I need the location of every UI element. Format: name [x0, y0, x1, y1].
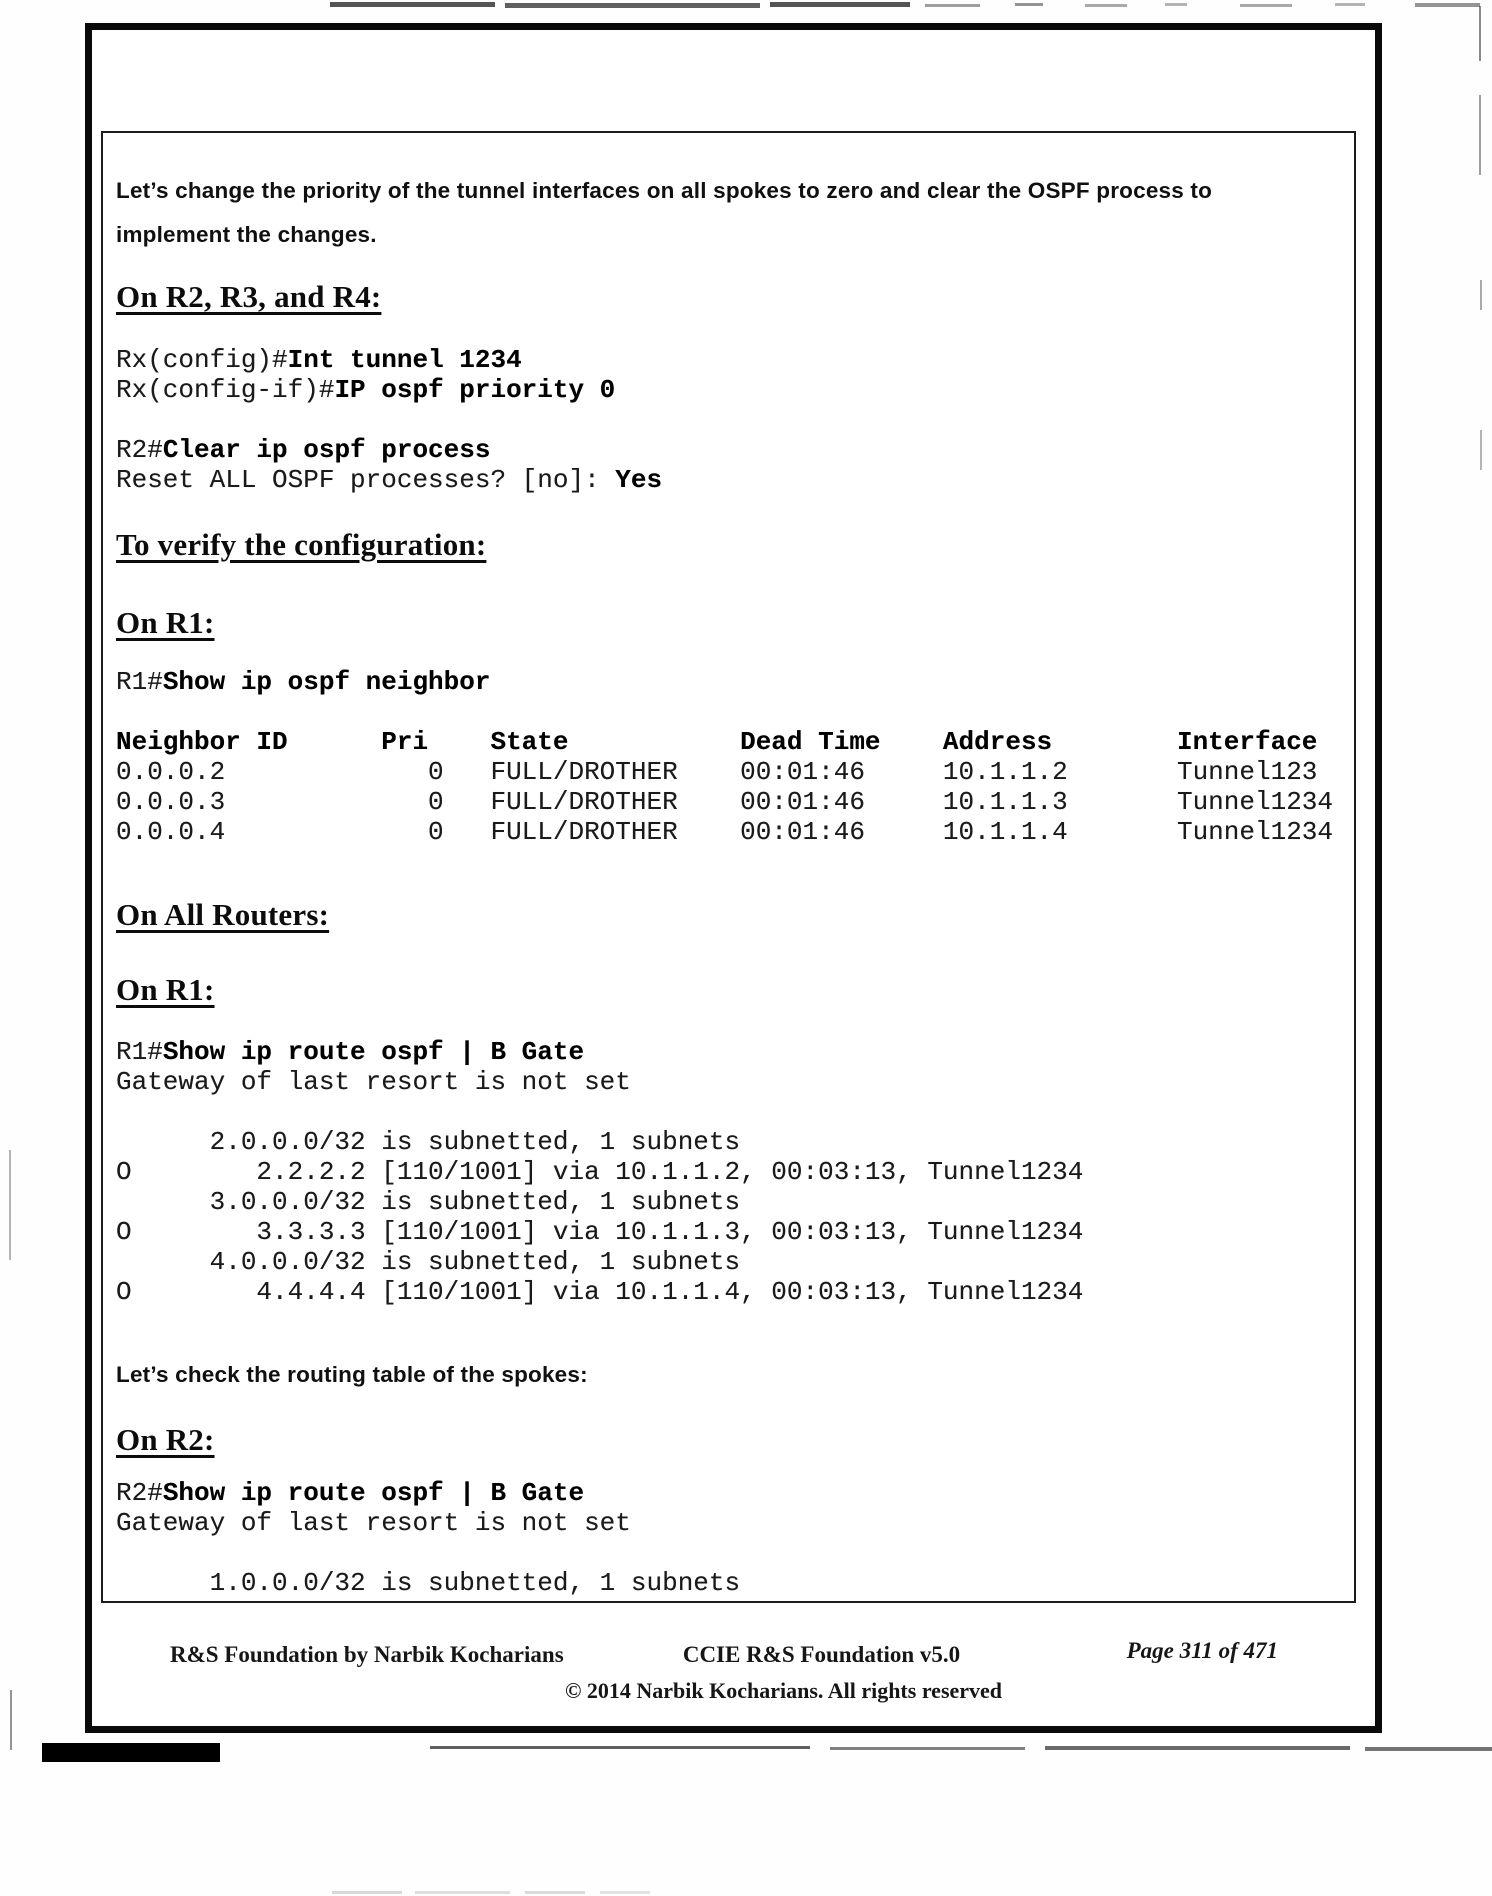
console-block: [116, 1478, 1344, 1598]
console-output-text: Gateway of last resort is not set: [116, 1508, 631, 1538]
scan-artifact: [10, 1690, 12, 1750]
console-output-text: Reset ALL OSPF processes? [no]:: [116, 465, 616, 495]
scan-artifact: [1240, 4, 1292, 7]
footer-edition: CCIE R&S Foundation v5.0: [682, 1642, 961, 1667]
console-block: [116, 667, 1344, 847]
console-command-text: Yes: [615, 465, 663, 495]
console-output-text: R1#: [116, 667, 163, 697]
scan-artifact: [1015, 3, 1043, 6]
console-command-text: IP ospf priority 0: [334, 375, 616, 405]
console-line: [116, 1127, 1344, 1157]
console-line: [116, 1478, 1344, 1508]
content-box: [101, 131, 1356, 1603]
page-footer: [85, 1640, 1382, 1720]
console-line: [116, 405, 1344, 435]
console-command-text: Int tunnel 1234: [287, 345, 522, 375]
console-line: [116, 1217, 1344, 1247]
scan-artifact: [1480, 430, 1482, 470]
footer-page-number: Page 311 of 471: [1126, 1638, 1278, 1663]
scan-artifact: [525, 1891, 585, 1894]
scan-artifact: [1165, 3, 1187, 6]
section-heading: On All Routers:: [116, 897, 330, 932]
console-output-text: 3.0.0.0/32 is subnetted, 1 subnets: [116, 1187, 741, 1217]
scan-artifact: [1085, 4, 1127, 7]
scan-artifact: [330, 2, 495, 7]
section-heading: To verify the configuration:: [116, 527, 487, 562]
console-line: [116, 1247, 1344, 1277]
console-command-text: Clear ip ospf process: [162, 435, 491, 465]
console-command-text: Show ip ospf neighbor: [162, 667, 491, 697]
footer-book-title: R&S Foundation by Narbik Kocharians: [170, 1642, 564, 1667]
scan-artifact: [830, 1747, 1025, 1750]
console-line: [116, 1037, 1344, 1067]
scan-artifact: [415, 1891, 510, 1894]
console-line: [116, 1097, 1344, 1127]
console-output-text: Rx(config-if)#: [116, 375, 335, 405]
console-block: [116, 1037, 1344, 1307]
scan-artifact: [1045, 1746, 1350, 1750]
console-command-text: Show ip route ospf | B Gate: [162, 1037, 585, 1067]
console-output-text: R2#: [116, 435, 163, 465]
scan-artifact: [430, 1746, 810, 1749]
body-paragraph: [116, 169, 1344, 257]
scan-artifact: [1335, 3, 1365, 6]
console-line: [116, 345, 1344, 375]
paragraph-line: implement the changes.: [116, 222, 377, 247]
scan-artifact: [332, 1891, 402, 1894]
console-line: [116, 817, 1344, 847]
console-line: [116, 1157, 1344, 1187]
console-line: [116, 1187, 1344, 1217]
scan-artifact: [1415, 3, 1480, 7]
console-output-text: O 4.4.4.4 [110/1001] via 10.1.1.4, 00:03:13, Tunnel1234: [116, 1277, 1084, 1307]
scan-artifact: [925, 4, 980, 7]
console-output-text: O 3.3.3.3 [110/1001] via 10.1.1.3, 00:03:13, Tunnel1234: [116, 1217, 1084, 1247]
console-command-text: Show ip route ospf | B Gate: [162, 1478, 585, 1508]
console-output-text: Gateway of last resort is not set: [116, 1067, 631, 1097]
console-block: [116, 345, 1344, 495]
console-output-text: 0.0.0.2 0 FULL/DROTHER 00:01:46 10.1.1.2 Tunnel123: [116, 757, 1318, 787]
console-line: [116, 1568, 1344, 1598]
console-line: [116, 667, 1344, 697]
console-line: [116, 1067, 1344, 1097]
console-line: [116, 787, 1344, 817]
section-heading: On R2, R3, and R4:: [116, 279, 382, 314]
console-output-text: Rx(config)#: [116, 345, 288, 375]
paragraph-line: Let’s change the priority of the tunnel interfaces on all spokes to zero and clear the OSPF process to: [116, 178, 1213, 203]
console-line: [116, 757, 1344, 787]
console-output-text: R1#: [116, 1037, 163, 1067]
console-line: [116, 727, 1344, 757]
console-line: [116, 435, 1344, 465]
section-heading: On R2:: [116, 1422, 215, 1457]
console-line: [116, 1277, 1344, 1307]
console-output-text: 4.0.0.0/32 is subnetted, 1 subnets: [116, 1247, 741, 1277]
scan-artifact: [1479, 6, 1481, 61]
console-line: [116, 697, 1344, 727]
scan-artifact: [505, 3, 760, 8]
console-output-text: 0.0.0.4 0 FULL/DROTHER 00:01:46 10.1.1.4 Tunnel1234: [116, 817, 1333, 847]
console-output-text: 1.0.0.0/32 is subnetted, 1 subnets: [116, 1568, 741, 1598]
section-heading: On R1:: [116, 972, 215, 1007]
console-output-text: R2#: [116, 1478, 163, 1508]
scan-artifact: [600, 1891, 650, 1894]
console-output-text: O 2.2.2.2 [110/1001] via 10.1.1.2, 00:03:13, Tunnel1234: [116, 1157, 1084, 1187]
console-line: [116, 375, 1344, 405]
redaction-mark: [42, 1743, 220, 1762]
console-line: [116, 1508, 1344, 1538]
console-output-text: 2.0.0.0/32 is subnetted, 1 subnets: [116, 1127, 741, 1157]
console-line: [116, 1538, 1344, 1568]
scan-artifact: [1479, 95, 1481, 175]
document-content: [103, 133, 1354, 1601]
console-output-text: 0.0.0.3 0 FULL/DROTHER 00:01:46 10.1.1.3 Tunnel1234: [116, 787, 1333, 817]
footer-copyright: © 2014 Narbik Kocharians. All rights reserved: [564, 1678, 1003, 1703]
scan-artifact: [1480, 280, 1482, 310]
page-border-frame: [85, 23, 1382, 1733]
section-heading: On R1:: [116, 605, 215, 640]
paragraph-line: Let’s check the routing table of the spokes:: [116, 1362, 588, 1387]
scan-artifact: [1365, 1747, 1492, 1751]
console-command-text: Neighbor ID Pri State Dead Time Address Interface: [116, 727, 1318, 757]
console-line: [116, 465, 1344, 495]
scan-artifact: [9, 1150, 11, 1260]
body-paragraph: [116, 1353, 1344, 1397]
scan-artifact: [770, 2, 910, 7]
